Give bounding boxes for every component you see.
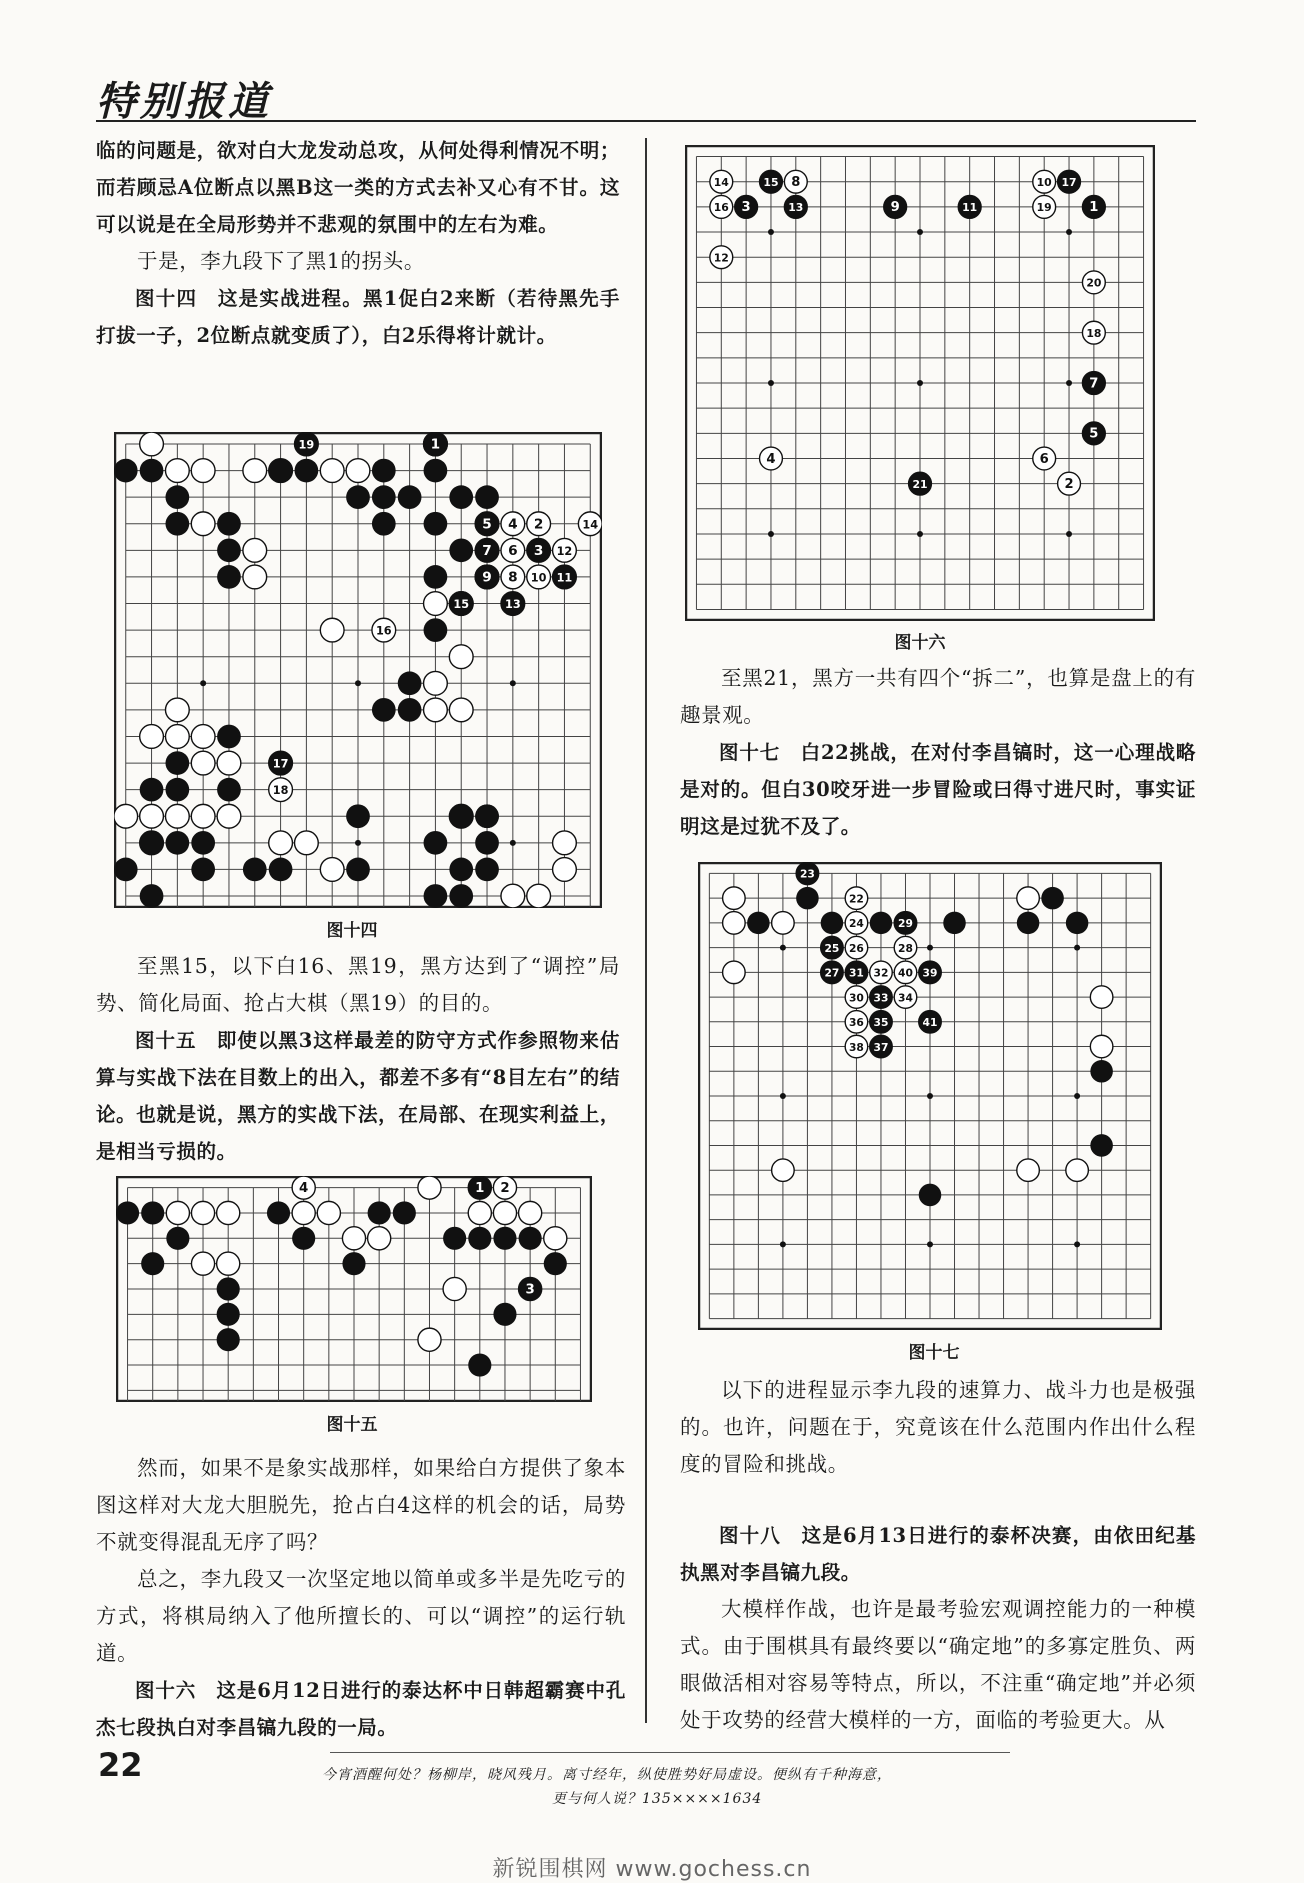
star-point xyxy=(768,380,774,386)
paragraph: 至黑15，以下白16、黑19，黑方达到了“调控”局势、简化局面、抢占大棋（黑19）的目的。 xyxy=(96,954,620,1015)
left-column-text-2 xyxy=(96,948,620,1170)
white-stone xyxy=(1017,1159,1040,1182)
black-stone xyxy=(424,884,448,908)
move-number: 39 xyxy=(922,966,938,980)
move-number: 38 xyxy=(848,1040,864,1054)
black-stone xyxy=(140,831,164,855)
black-stone xyxy=(217,1277,240,1300)
black-stone xyxy=(217,538,241,562)
white-stone xyxy=(140,804,164,828)
move-number: 24 xyxy=(848,917,864,931)
move-number: 3 xyxy=(741,200,751,216)
white-stone xyxy=(217,1252,240,1275)
black-stone xyxy=(165,831,189,855)
paragraph: 图十六 这是6月12日进行的泰达杯中日韩超霸赛中孔杰七段执白对李昌镐九段的一局。 xyxy=(96,1679,626,1739)
move-number: 6 xyxy=(1039,451,1049,467)
white-stone xyxy=(217,751,241,775)
white-stone xyxy=(449,645,473,669)
star-point xyxy=(510,840,516,846)
paragraph: 图十五 即使以黑3这样最差的防守方式作参照物来估算与实战下法在目数上的出入，都差不多有“8目左右”的结论。也就是说，黑方的实战下法，在局部、在现实利益上，是相当亏损的。 xyxy=(96,1029,620,1163)
black-stone xyxy=(475,831,499,855)
section-title: 特别报道 xyxy=(96,78,272,125)
white-stone xyxy=(165,698,189,722)
move-number: 4 xyxy=(299,1181,309,1197)
move-number: 6 xyxy=(508,542,518,559)
white-stone xyxy=(527,884,551,908)
right-column-text-2 xyxy=(680,1372,1196,1739)
star-point xyxy=(768,229,774,235)
paragraph: 然而，如果不是象实战那样，如果给白方提供了象本图这样对大龙大胆脱先，抢占白4这样的机会的话，局势不就变得混乱无序了吗？ xyxy=(96,1456,626,1554)
star-point xyxy=(1074,945,1080,951)
white-stone xyxy=(165,725,189,749)
white-stone xyxy=(191,751,215,775)
star-point xyxy=(1066,531,1072,537)
white-stone xyxy=(519,1201,542,1224)
go-board-figure-16 xyxy=(685,145,1155,621)
white-stone xyxy=(1066,1159,1089,1182)
move-number: 2 xyxy=(1064,476,1074,492)
white-stone xyxy=(723,912,746,935)
move-number: 5 xyxy=(1089,426,1099,442)
black-stone xyxy=(424,618,448,642)
white-stone xyxy=(140,432,164,456)
white-stone xyxy=(191,512,215,536)
page-number: 22 xyxy=(98,1746,143,1784)
move-number: 21 xyxy=(912,477,928,491)
move-number: 8 xyxy=(791,175,801,191)
black-stone xyxy=(493,1303,516,1326)
black-stone xyxy=(424,831,448,855)
black-stone xyxy=(1017,912,1040,935)
move-number: 28 xyxy=(898,941,913,955)
star-point xyxy=(927,1093,933,1099)
go-board-figure-14 xyxy=(114,432,602,908)
move-number: 17 xyxy=(272,757,289,771)
black-stone xyxy=(267,1201,290,1224)
footer-poem-line-1: 今宵酒醒何处？杨柳岸，晓风残月。离寸经年，纵使胜势好局虚设。便纵有千种海意， xyxy=(322,1767,892,1783)
move-number: 7 xyxy=(1089,376,1099,392)
move-number: 12 xyxy=(713,251,729,265)
move-number: 32 xyxy=(873,966,889,980)
black-stone xyxy=(243,858,267,882)
move-number: 36 xyxy=(848,1016,864,1030)
black-stone xyxy=(269,459,293,483)
move-number: 26 xyxy=(848,941,864,955)
black-stone xyxy=(342,1252,365,1275)
white-stone xyxy=(723,961,746,984)
black-stone xyxy=(449,485,473,509)
black-stone xyxy=(140,884,164,908)
paragraph: 图十八 这是6月13日进行的泰杯决赛，由依田纪基执黑对李昌镐九段。 xyxy=(680,1524,1196,1584)
black-stone xyxy=(372,698,396,722)
white-stone xyxy=(346,459,370,483)
white-stone xyxy=(468,1201,491,1224)
figure-caption-15: 图十五 xyxy=(326,1415,378,1435)
black-stone xyxy=(217,725,241,749)
white-stone xyxy=(191,459,215,483)
paragraph: 图十四 这是实战进程。黑1促白2来断（若待黑先手打拔一子，2位断点就变质了），白2乐得将计就计。 xyxy=(96,287,620,347)
white-stone xyxy=(191,1201,214,1224)
black-stone xyxy=(943,912,966,935)
black-stone xyxy=(368,1201,391,1224)
move-number: 1 xyxy=(475,1181,485,1197)
move-number: 35 xyxy=(873,1016,889,1030)
black-stone xyxy=(217,1303,240,1326)
move-number: 34 xyxy=(898,991,913,1005)
black-stone xyxy=(166,1227,189,1250)
move-number: 19 xyxy=(1036,201,1052,215)
black-stone xyxy=(449,804,473,828)
black-stone xyxy=(346,485,370,509)
move-number: 40 xyxy=(898,966,913,980)
black-stone xyxy=(372,485,396,509)
black-stone xyxy=(295,459,319,483)
white-stone xyxy=(165,459,189,483)
move-number: 11 xyxy=(556,571,573,585)
move-number: 14 xyxy=(713,176,729,190)
move-number: 3 xyxy=(525,1282,535,1298)
move-number: 13 xyxy=(788,201,804,215)
black-stone xyxy=(493,1227,516,1250)
black-stone xyxy=(468,1353,491,1376)
column-divider xyxy=(645,138,647,1723)
black-stone xyxy=(1041,887,1064,910)
star-point xyxy=(927,1241,933,1247)
move-number: 10 xyxy=(1036,176,1052,190)
move-number: 10 xyxy=(530,571,547,585)
move-number: 14 xyxy=(582,518,599,532)
star-point xyxy=(1074,1093,1080,1099)
black-stone xyxy=(449,884,473,908)
black-stone xyxy=(821,912,844,935)
white-stone xyxy=(418,1328,441,1351)
black-stone xyxy=(398,485,422,509)
white-stone xyxy=(217,1201,240,1224)
black-stone xyxy=(475,858,499,882)
star-point xyxy=(927,945,933,951)
white-stone xyxy=(553,858,577,882)
white-stone xyxy=(443,1277,466,1300)
move-number: 41 xyxy=(922,1016,938,1030)
black-stone xyxy=(114,858,138,882)
star-point xyxy=(917,229,923,235)
black-stone xyxy=(475,804,499,828)
star-point xyxy=(780,1093,786,1099)
white-stone xyxy=(292,1201,315,1224)
move-number: 2 xyxy=(533,516,544,533)
black-stone xyxy=(165,485,189,509)
black-stone xyxy=(449,538,473,562)
star-point xyxy=(1066,380,1072,386)
move-number: 27 xyxy=(824,966,840,980)
paragraph: 临的问题是，欲对白大龙发动总攻，从何处得利情况不明；而若顾忌A位断点以黑B这一类的方式去补又心有不甘。这可以说是在全局形势并不悲观的氛围中的左右为难。 xyxy=(96,139,620,236)
figure-caption-14: 图十四 xyxy=(326,921,378,941)
paragraph: 图十七 白22挑战，在对付李昌镐时，这一心理战略是对的。但白30咬牙进一步冒险或曰得寸进尺时，事实证明这是过犹不及了。 xyxy=(680,741,1196,838)
white-stone xyxy=(114,804,138,828)
star-point xyxy=(780,945,786,951)
black-stone xyxy=(191,858,215,882)
white-stone xyxy=(368,1227,391,1250)
black-stone xyxy=(114,459,138,483)
move-number: 9 xyxy=(890,200,900,216)
move-number: 9 xyxy=(482,569,492,586)
black-stone xyxy=(346,804,370,828)
star-point xyxy=(1066,229,1072,235)
black-stone xyxy=(424,565,448,589)
figure-caption-17: 图十七 xyxy=(908,1343,960,1363)
black-stone xyxy=(443,1227,466,1250)
white-stone xyxy=(553,831,577,855)
star-point xyxy=(917,531,923,537)
black-stone xyxy=(217,565,241,589)
black-stone xyxy=(544,1252,567,1275)
move-number: 11 xyxy=(962,201,978,215)
black-stone xyxy=(449,858,473,882)
white-stone xyxy=(424,592,448,616)
white-stone xyxy=(243,565,267,589)
move-number: 15 xyxy=(453,598,470,612)
move-number: 23 xyxy=(799,867,815,881)
star-point xyxy=(355,680,361,686)
move-number: 29 xyxy=(898,917,913,931)
site-watermark: 新锐围棋网 www.gochess.cn xyxy=(492,1857,812,1882)
move-number: 4 xyxy=(766,451,776,467)
figure-caption-16: 图十六 xyxy=(894,633,946,653)
white-stone xyxy=(217,804,241,828)
header-rule xyxy=(96,120,1196,122)
move-number: 1 xyxy=(1089,200,1099,216)
star-point xyxy=(917,380,923,386)
white-stone xyxy=(165,804,189,828)
white-stone xyxy=(317,1201,340,1224)
white-stone xyxy=(1017,887,1040,910)
move-number: 22 xyxy=(848,892,864,906)
move-number: 3 xyxy=(533,542,544,559)
white-stone xyxy=(544,1227,567,1250)
move-number: 25 xyxy=(824,941,840,955)
black-stone xyxy=(269,858,293,882)
white-stone xyxy=(140,725,164,749)
move-number: 17 xyxy=(1061,176,1077,190)
move-number: 16 xyxy=(713,201,729,215)
black-stone xyxy=(393,1201,416,1224)
paragraph: 于是，李九段下了黑1的拐头。 xyxy=(137,249,425,273)
black-stone xyxy=(1090,1134,1113,1157)
white-stone xyxy=(772,1159,795,1182)
black-stone xyxy=(398,671,422,695)
black-stone xyxy=(424,459,448,483)
black-stone xyxy=(140,778,164,802)
black-stone xyxy=(372,512,396,536)
black-stone xyxy=(475,485,499,509)
paragraph: 至黑21，黑方一共有四个“拆二”，也算是盘上的有趣景观。 xyxy=(680,666,1196,727)
move-number: 18 xyxy=(272,784,289,798)
black-stone xyxy=(141,1201,164,1224)
black-stone xyxy=(346,858,370,882)
move-number: 15 xyxy=(763,176,779,190)
move-number: 31 xyxy=(848,966,864,980)
white-stone xyxy=(342,1227,365,1250)
go-board-figure-15 xyxy=(116,1176,592,1402)
black-stone xyxy=(292,1227,315,1250)
black-stone xyxy=(372,459,396,483)
black-stone xyxy=(217,512,241,536)
move-number: 12 xyxy=(556,544,573,558)
white-stone xyxy=(269,831,293,855)
white-stone xyxy=(166,1201,189,1224)
white-stone xyxy=(191,804,215,828)
white-stone xyxy=(320,618,344,642)
white-stone xyxy=(418,1176,441,1199)
white-stone xyxy=(243,538,267,562)
white-stone xyxy=(772,912,795,935)
white-stone xyxy=(1090,986,1113,1009)
black-stone xyxy=(519,1227,542,1250)
move-number: 5 xyxy=(482,516,492,533)
black-stone xyxy=(919,1184,942,1207)
star-point xyxy=(780,1241,786,1247)
black-stone xyxy=(140,459,164,483)
star-point xyxy=(1074,1241,1080,1247)
move-number: 1 xyxy=(430,436,441,453)
footer-rule xyxy=(330,1752,1010,1753)
black-stone xyxy=(747,912,770,935)
white-stone xyxy=(1090,1035,1113,1058)
black-stone xyxy=(165,778,189,802)
move-number: 7 xyxy=(482,542,492,559)
white-stone xyxy=(501,884,525,908)
white-stone xyxy=(295,831,319,855)
white-stone xyxy=(320,459,344,483)
black-stone xyxy=(217,1328,240,1351)
white-stone xyxy=(449,698,473,722)
star-point xyxy=(200,680,206,686)
move-number: 18 xyxy=(1086,327,1102,341)
black-stone xyxy=(870,912,893,935)
black-stone xyxy=(116,1201,139,1224)
black-stone xyxy=(217,778,241,802)
left-column-text-3 xyxy=(96,1450,626,1746)
paragraph: 以下的进程显示李九段的速算力、战斗力也是极强的。也许，问题在于，究竟该在什么范围内作出什么程度的冒险和挑战。 xyxy=(680,1378,1196,1476)
move-number: 13 xyxy=(504,598,521,612)
right-column-text-1 xyxy=(680,660,1196,845)
left-column-text-1 xyxy=(96,132,620,354)
white-stone xyxy=(493,1201,516,1224)
go-board-figure-17 xyxy=(698,862,1162,1330)
black-stone xyxy=(141,1252,164,1275)
star-point xyxy=(510,680,516,686)
move-number: 20 xyxy=(1086,276,1102,290)
white-stone xyxy=(320,858,344,882)
white-stone xyxy=(424,698,448,722)
white-stone xyxy=(424,671,448,695)
black-stone xyxy=(165,751,189,775)
star-point xyxy=(355,840,361,846)
footer-poem-line-2: 更与何人说？135××××1634 xyxy=(552,1791,763,1807)
white-stone xyxy=(243,459,267,483)
black-stone xyxy=(398,698,422,722)
white-stone xyxy=(191,1252,214,1275)
move-number: 4 xyxy=(508,516,518,533)
black-stone xyxy=(1090,1060,1113,1083)
move-number: 33 xyxy=(873,991,889,1005)
move-number: 2 xyxy=(500,1181,510,1197)
star-point xyxy=(768,531,774,537)
white-stone xyxy=(723,887,746,910)
move-number: 37 xyxy=(873,1040,889,1054)
white-stone xyxy=(191,725,215,749)
move-number: 19 xyxy=(298,438,315,452)
black-stone xyxy=(796,887,819,910)
black-stone xyxy=(165,512,189,536)
black-stone xyxy=(468,1227,491,1250)
paragraph: 大模样作战，也许是最考验宏观调控能力的一种模式。由于围棋具有最终要以“确定地”的多寡定胜负、两眼做活相对容易等特点，所以，不注重“确定地”并必须处于攻势的经营大模样的一方，面临的考验更大。从 xyxy=(680,1597,1196,1732)
move-number: 30 xyxy=(848,991,864,1005)
move-number: 8 xyxy=(508,569,518,586)
black-stone xyxy=(1066,912,1089,935)
move-number: 16 xyxy=(375,624,392,638)
paragraph: 总之，李九段又一次坚定地以简单或多半是先吃亏的方式，将棋局纳入了他所擅长的、可以“调控”的运行轨道。 xyxy=(96,1567,626,1665)
black-stone xyxy=(424,512,448,536)
black-stone xyxy=(191,831,215,855)
